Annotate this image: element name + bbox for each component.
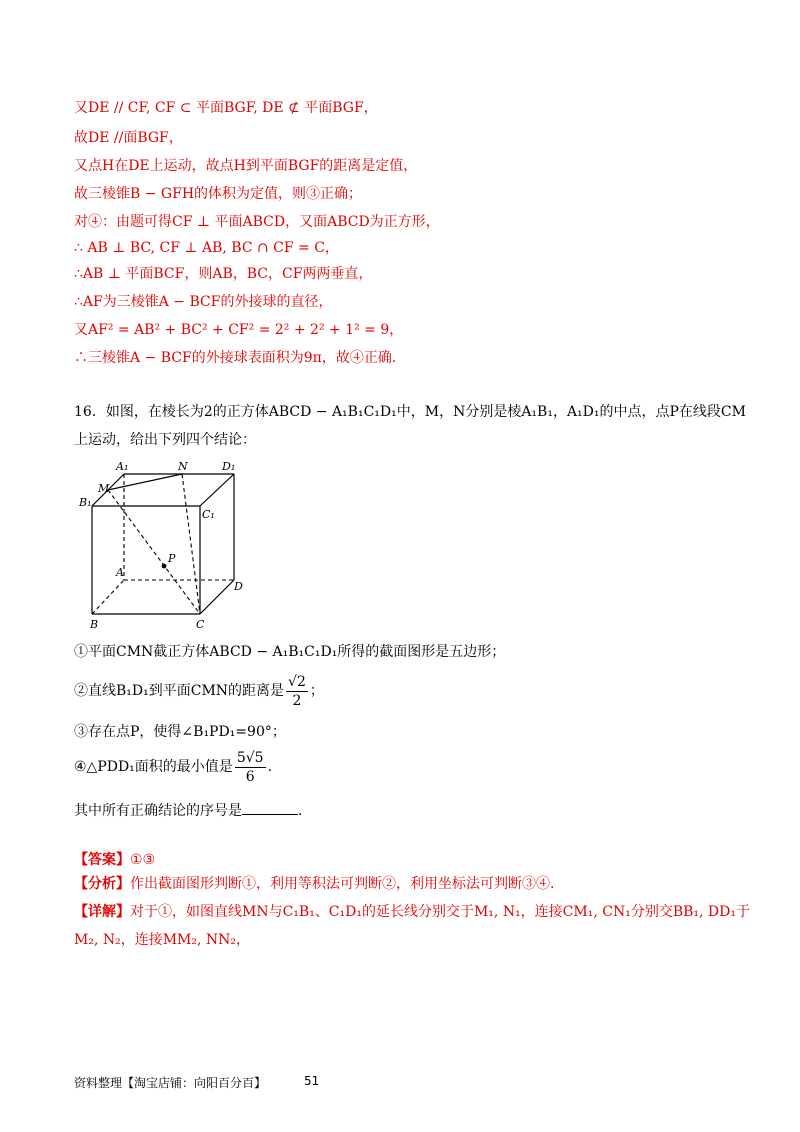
option-2-text: ②直线B₁D₁到平面CMN的距离是	[74, 683, 285, 699]
solution-line-4: 故三棱锥B − GFH的体积为定值，则③正确；	[74, 186, 363, 202]
answer-line	[74, 850, 155, 870]
label-c: C	[196, 618, 205, 630]
analysis-line	[74, 874, 554, 894]
option-4	[74, 748, 272, 786]
solution-line-5: 对④：由题可得CF ⊥ 平面ABCD，又面ABCD为正方形，	[74, 214, 440, 230]
detail-label: 【详解】	[74, 904, 130, 920]
label-a: A	[116, 566, 124, 579]
option-2-denominator: 2	[292, 692, 302, 709]
option-4-end: .	[267, 759, 273, 775]
option-2	[74, 672, 324, 710]
label-c1: C₁	[202, 508, 215, 521]
detail-line-1	[74, 902, 750, 922]
solution-line-9: 又AF² = AB² + BC² + CF² = 2² + 2² + 1² = 9，	[74, 322, 404, 338]
question-stem-line-1: 16．如图，在棱长为2的正方体ABCD − A₁B₁C₁D₁中，M，N分别是棱A₁B₁，A₁D₁的中点，点P在线段CM	[74, 404, 746, 420]
detail-line-2: M₂, N₂，连接MM₂, NN₂，	[74, 932, 251, 948]
option-4-fraction	[235, 749, 266, 786]
solution-line-8: ∴AF为三棱锥A − BCF的外接球的直径，	[74, 294, 333, 310]
label-b: B	[90, 618, 99, 630]
question-ask-text: 其中所有正确结论的序号是	[74, 803, 242, 819]
label-n: N	[178, 460, 188, 473]
label-a1: A₁	[116, 460, 129, 473]
analysis-label: 【分析】	[74, 876, 130, 892]
option-1: ①平面CMN截正方体ABCD − A₁B₁C₁D₁所得的截面图形是五边形；	[74, 644, 506, 660]
label-m: M	[98, 482, 110, 495]
footer-text: 资料整理【淘宝店铺：向阳百分百】	[74, 1076, 267, 1090]
point-p	[162, 564, 167, 569]
answer-blank	[242, 800, 298, 815]
question-stem-line-2: 上运动，给出下列四个结论：	[74, 432, 256, 448]
answer-label: 【答案】	[74, 852, 130, 868]
question-ask-end: .	[298, 803, 303, 819]
solution-line-10: ∴三棱锥A − BCF的外接球表面积为9π，故④正确.	[74, 350, 397, 366]
solution-line-6: ∴ AB ⊥ BC, CF ⊥ AB, BC ∩ CF = C，	[74, 240, 339, 256]
solution-line-7: ∴AB ⊥ 平面BCF，则AB，BC，CF两两垂直，	[74, 266, 373, 282]
page-number: 51	[304, 1074, 320, 1088]
option-3: ③存在点P，使得∠B₁PD₁=90°；	[74, 724, 286, 740]
option-2-numerator: √2	[288, 673, 306, 690]
option-4-denominator: 6	[245, 768, 255, 785]
label-d1: D₁	[222, 460, 236, 473]
label-p: P	[168, 552, 176, 565]
option-4-numerator: 5√5	[236, 749, 264, 766]
option-2-end: ；	[309, 683, 324, 699]
analysis-text: 作出截面图形判断①，利用等积法可判断②，利用坐标法可判断③④.	[130, 876, 555, 892]
label-b1: B₁	[79, 496, 92, 509]
solution-line-2: 故DE //面BGF，	[74, 130, 183, 146]
answer-text: ①③	[130, 852, 156, 868]
label-d: D	[234, 580, 243, 593]
solution-line-1: 又DE // CF, CF ⊂ 平面BGF, DE ⊄ 平面BGF，	[74, 100, 378, 116]
cube-figure	[78, 458, 258, 630]
option-4-text: ④△PDD₁面积的最小值是	[74, 759, 233, 775]
detail-text-1: 对于①，如图直线MN与C₁B₁、C₁D₁的延长线分别交于M₁, N₁，连接CM₁, CN₁分别交BB₁, DD₁于	[130, 904, 750, 920]
solution-line-3: 又点H在DE上运动，故点H到平面BGF的距离是定值，	[74, 158, 418, 174]
question-ask	[74, 800, 302, 821]
option-2-fraction	[286, 673, 308, 710]
